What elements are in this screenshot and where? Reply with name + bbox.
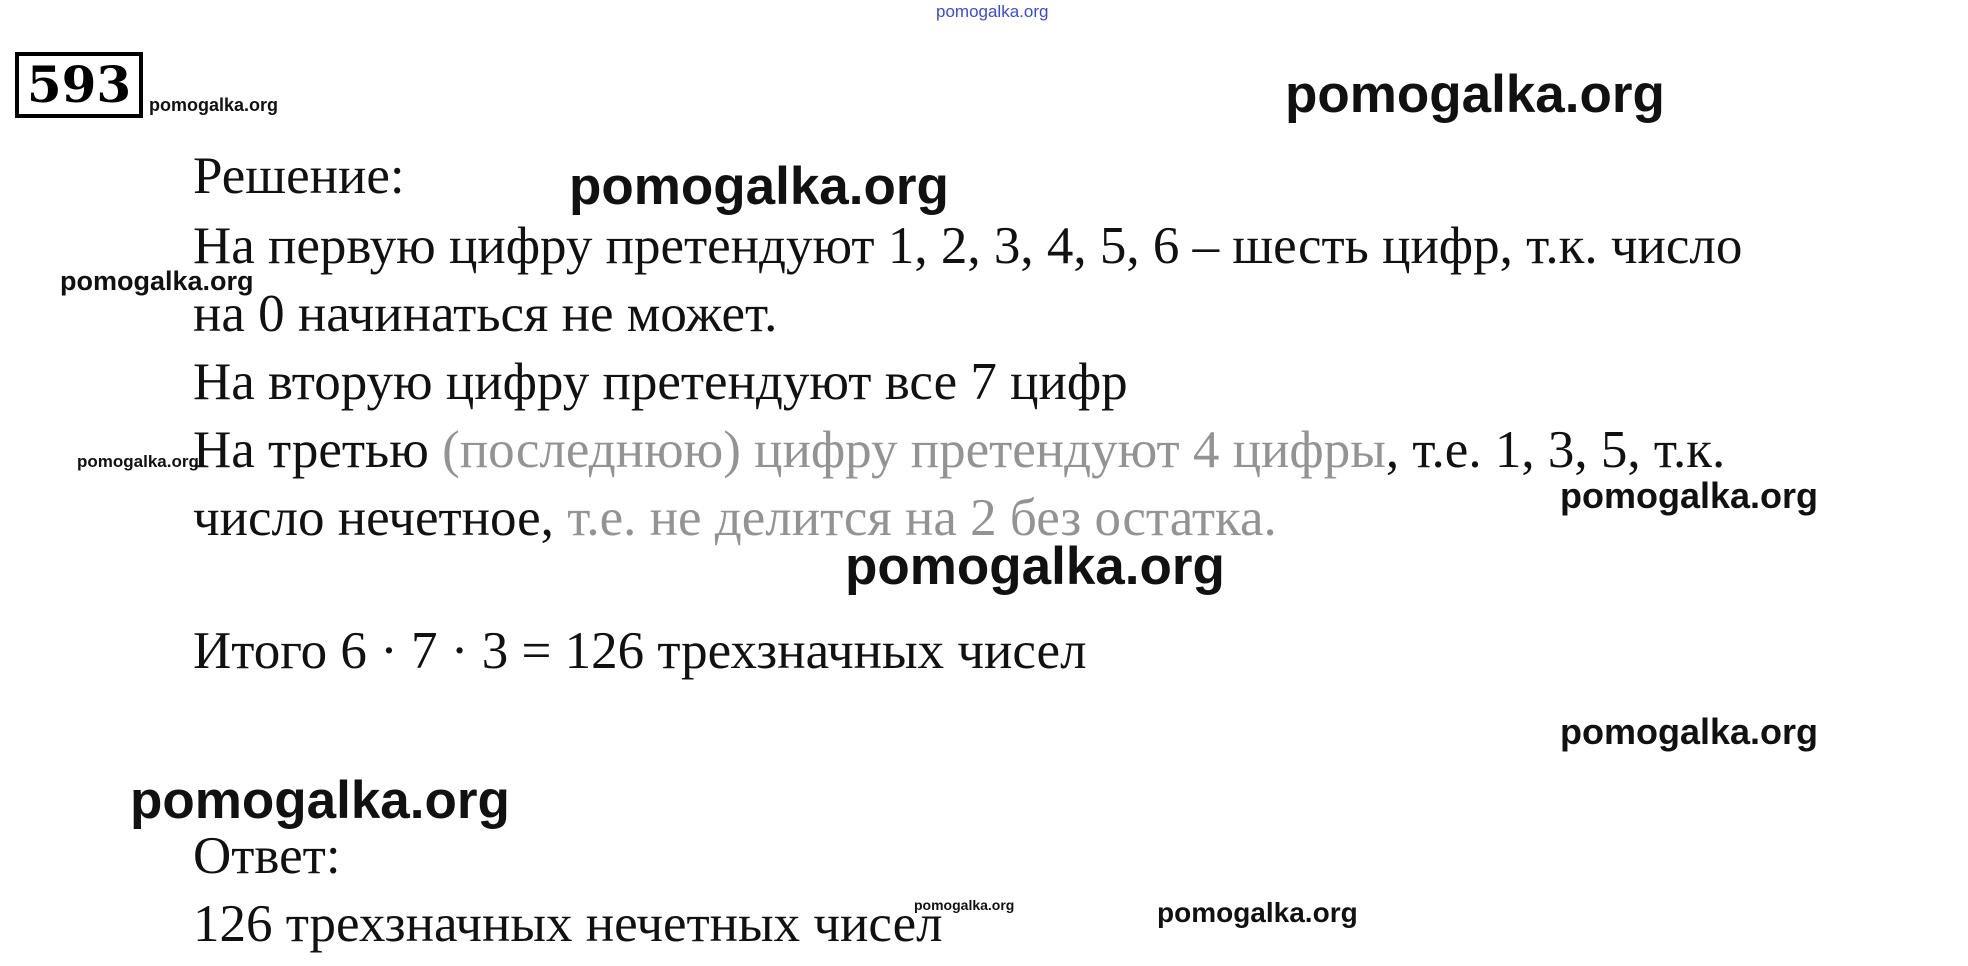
watermark-top: pomogalka.org xyxy=(936,2,1049,21)
solution-line-1: На первую цифру претендуют 1, 2, 3, 4, 5, 6 – шесть цифр, т.к. число xyxy=(193,217,1743,275)
watermark-small-2: pomogalka.org xyxy=(77,452,199,471)
solution-line-4-part-1: На третью xyxy=(193,421,443,479)
watermark-large-1: pomogalka.org xyxy=(1285,65,1665,124)
watermark-medium-2: pomogalka.org xyxy=(1560,475,1819,516)
watermark-medium-1: pomogalka.org xyxy=(60,266,254,296)
answer-heading: Ответ: xyxy=(193,827,341,885)
solution-total: Итого 6 · 7 · 3 = 126 трехзначных чисел xyxy=(193,622,1087,680)
solution-line-4-part-2: (последнюю) цифру претендуют 4 цифры xyxy=(442,421,1386,479)
answer-text: 126 трехзначных нечетных чисел xyxy=(193,895,943,953)
solution-line-4 xyxy=(193,421,1726,479)
watermark-small-1: pomogalka.org xyxy=(149,95,279,115)
watermark-medium-4: pomogalka.org xyxy=(1157,897,1358,928)
watermark-large-4: pomogalka.org xyxy=(130,771,510,830)
watermark-large-2: pomogalka.org xyxy=(569,157,949,216)
solution-line-2: на 0 начинаться не может. xyxy=(193,285,778,343)
watermark-medium-3: pomogalka.org xyxy=(1560,711,1819,752)
solution-heading: Решение: xyxy=(193,147,405,205)
problem-number-box: 593 xyxy=(15,52,143,118)
watermark-large-3: pomogalka.org xyxy=(845,537,1225,596)
solution-line-5-part-1: число нечетное, xyxy=(193,489,568,547)
solution-line-3: На вторую цифру претендуют все 7 цифр xyxy=(193,353,1128,411)
solution-line-5-part-2: т.е. не делится на 2 без остатка. xyxy=(567,489,1277,547)
watermark-small-3: pomogalka.org xyxy=(914,897,1015,913)
solution-line-4-part-3: , т.е. 1, 3, 5, т.к. xyxy=(1385,421,1726,479)
